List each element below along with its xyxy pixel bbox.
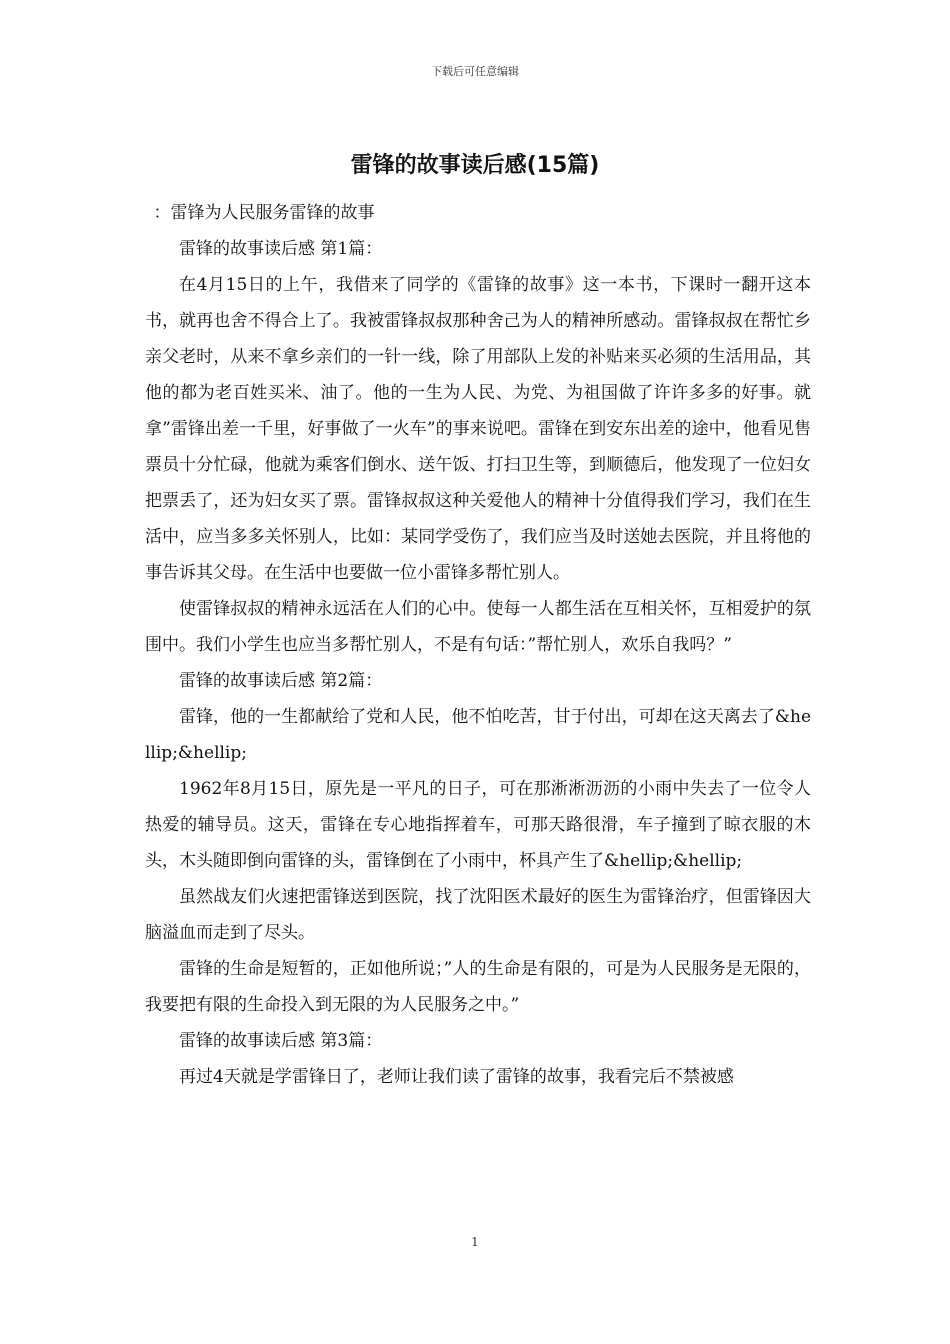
- section-heading-3: 雷锋的故事读后感 第3篇：: [179, 1031, 383, 1051]
- body-paragraph: 在4月15日的上午，我借来了同学的《雷锋的故事》这一本书，下课时一翻开这本书，就再也舍不得合上了。我被雷锋叔叔那种舍己为人的精神所感动。雷锋叔叔在帮忙乡亲父老时，从来不拿乡亲们的一针一线，除了用部队上发的补贴来买必须的生活用品，其他的都为老百姓买米、油了。他的一生为人民、为党、为祖国做了许许多多的好事。就拿”雷锋出差一千里，好事做了一火车”的事来说吧。雷锋在到安东出差的途中，他看见售票员十分忙碌，他就为乘客们倒水、送午饭、打扫卫生等，到顺德后，他发现了一位妇女把票丢了，还为妇女买了票。雷锋叔叔这种关爱他人的精神十分值得我们学习，我们在生活中，应当多多关怀别人，比如：某同学受伤了，我们应当及时送她去医院，并且将他的事告诉其父母。在生活中也要做一位小雷锋多帮忙别人。: [145, 275, 811, 583]
- body-paragraph: 1962年8月15日，原先是一平凡的日子，可在那淅淅沥沥的小雨中失去了一位令人热爱的辅导员。这天，雷锋在专心地指挥着车，可那天路很滑，车子撞到了晾衣服的木头，木头随即倒向雷锋的头，雷锋倒在了小雨中，杯具产生了&hellip;&hellip;: [145, 779, 811, 871]
- body-paragraph: 虽然战友们火速把雷锋送到医院，找了沈阳医术最好的医生为雷锋治疗，但雷锋因大脑溢血而走到了尽头。: [145, 887, 811, 943]
- body-paragraph: 雷锋的生命是短暂的，正如他所说；”人的生命是有限的，可是为人民服务是无限的，我要把有限的生命投入到无限的为人民服务之中。”: [145, 959, 811, 1015]
- document-title: 雷锋的故事读后感(15篇): [350, 153, 600, 178]
- page-number: 1: [471, 1235, 479, 1249]
- page-header: 下载后可任意编辑: [431, 65, 519, 78]
- document-body: [145, 195, 811, 1095]
- subtitle-line: ：雷锋为人民服务雷锋的故事: [153, 203, 375, 223]
- body-paragraph: 雷锋，他的一生都献给了党和人民，他不怕吃苦，甘于付出，可却在这天离去了&hellip;&hellip;: [145, 707, 811, 763]
- section-heading-1: 雷锋的故事读后感 第1篇：: [179, 239, 383, 259]
- body-paragraph: 使雷锋叔叔的精神永远活在人们的心中。使每一人都生活在互相关怀，互相爱护的氛围中。我们小学生也应当多帮忙别人，不是有句话：”帮忙别人，欢乐自我吗？”: [145, 599, 811, 655]
- section-heading-2: 雷锋的故事读后感 第2篇：: [179, 671, 383, 691]
- body-paragraph: 再过4天就是学雷锋日了，老师让我们读了雷锋的故事，我看完后不禁被感: [179, 1067, 734, 1087]
